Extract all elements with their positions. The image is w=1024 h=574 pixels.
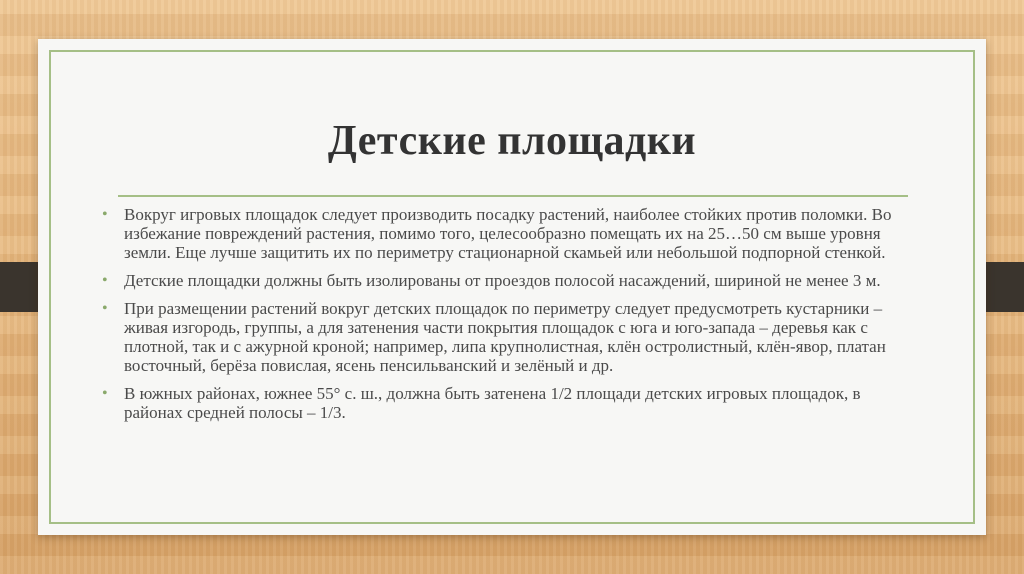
bullet-list [102, 205, 902, 431]
slide-card [38, 39, 986, 535]
bullet-dot-icon: • [102, 300, 108, 317]
bullet-text: Детские площадки должны быть изолированы от проездов полосой насаждений, шириной не менее 3 м. [124, 271, 881, 290]
bullet-dot-icon: • [102, 385, 108, 402]
bullet-item [102, 205, 902, 262]
bullet-text: В южных районах, южнее 55° с. ш., должна быть затенена 1/2 площади детских игровых площадок, в районах средней полосы – 1/3. [124, 384, 861, 422]
bullet-text: При размещении растений вокруг детских площадок по периметру следует предусмотреть кустарники – живая изгородь, группы, а для затенения части покрытия площадок с юга и юго-запада – деревья как с плотной, так и с ажурной кроной; например, липа крупнолистная, клён остролистный, клён-явор, платан восточный, берёза повислая, ясень пенсильванский и зелёный и др. [124, 299, 886, 375]
bullet-item [102, 271, 902, 290]
bullet-item [102, 384, 902, 422]
slide-title: Детские площадки [327, 118, 697, 164]
bullet-item [102, 299, 902, 375]
title-divider [118, 195, 908, 197]
bullet-dot-icon: • [102, 272, 108, 289]
bullet-dot-icon: • [102, 206, 108, 223]
bullet-text: Вокруг игровых площадок следует производить посадку растений, наиболее стойких против поломки. Во избежание повреждений растения, помимо того, целесообразно помещать их на 25…50 см выше уровня земли. Еще лучше защитить их по периметру стационарной скамьей или небольшой подпорной стенкой. [124, 205, 892, 262]
